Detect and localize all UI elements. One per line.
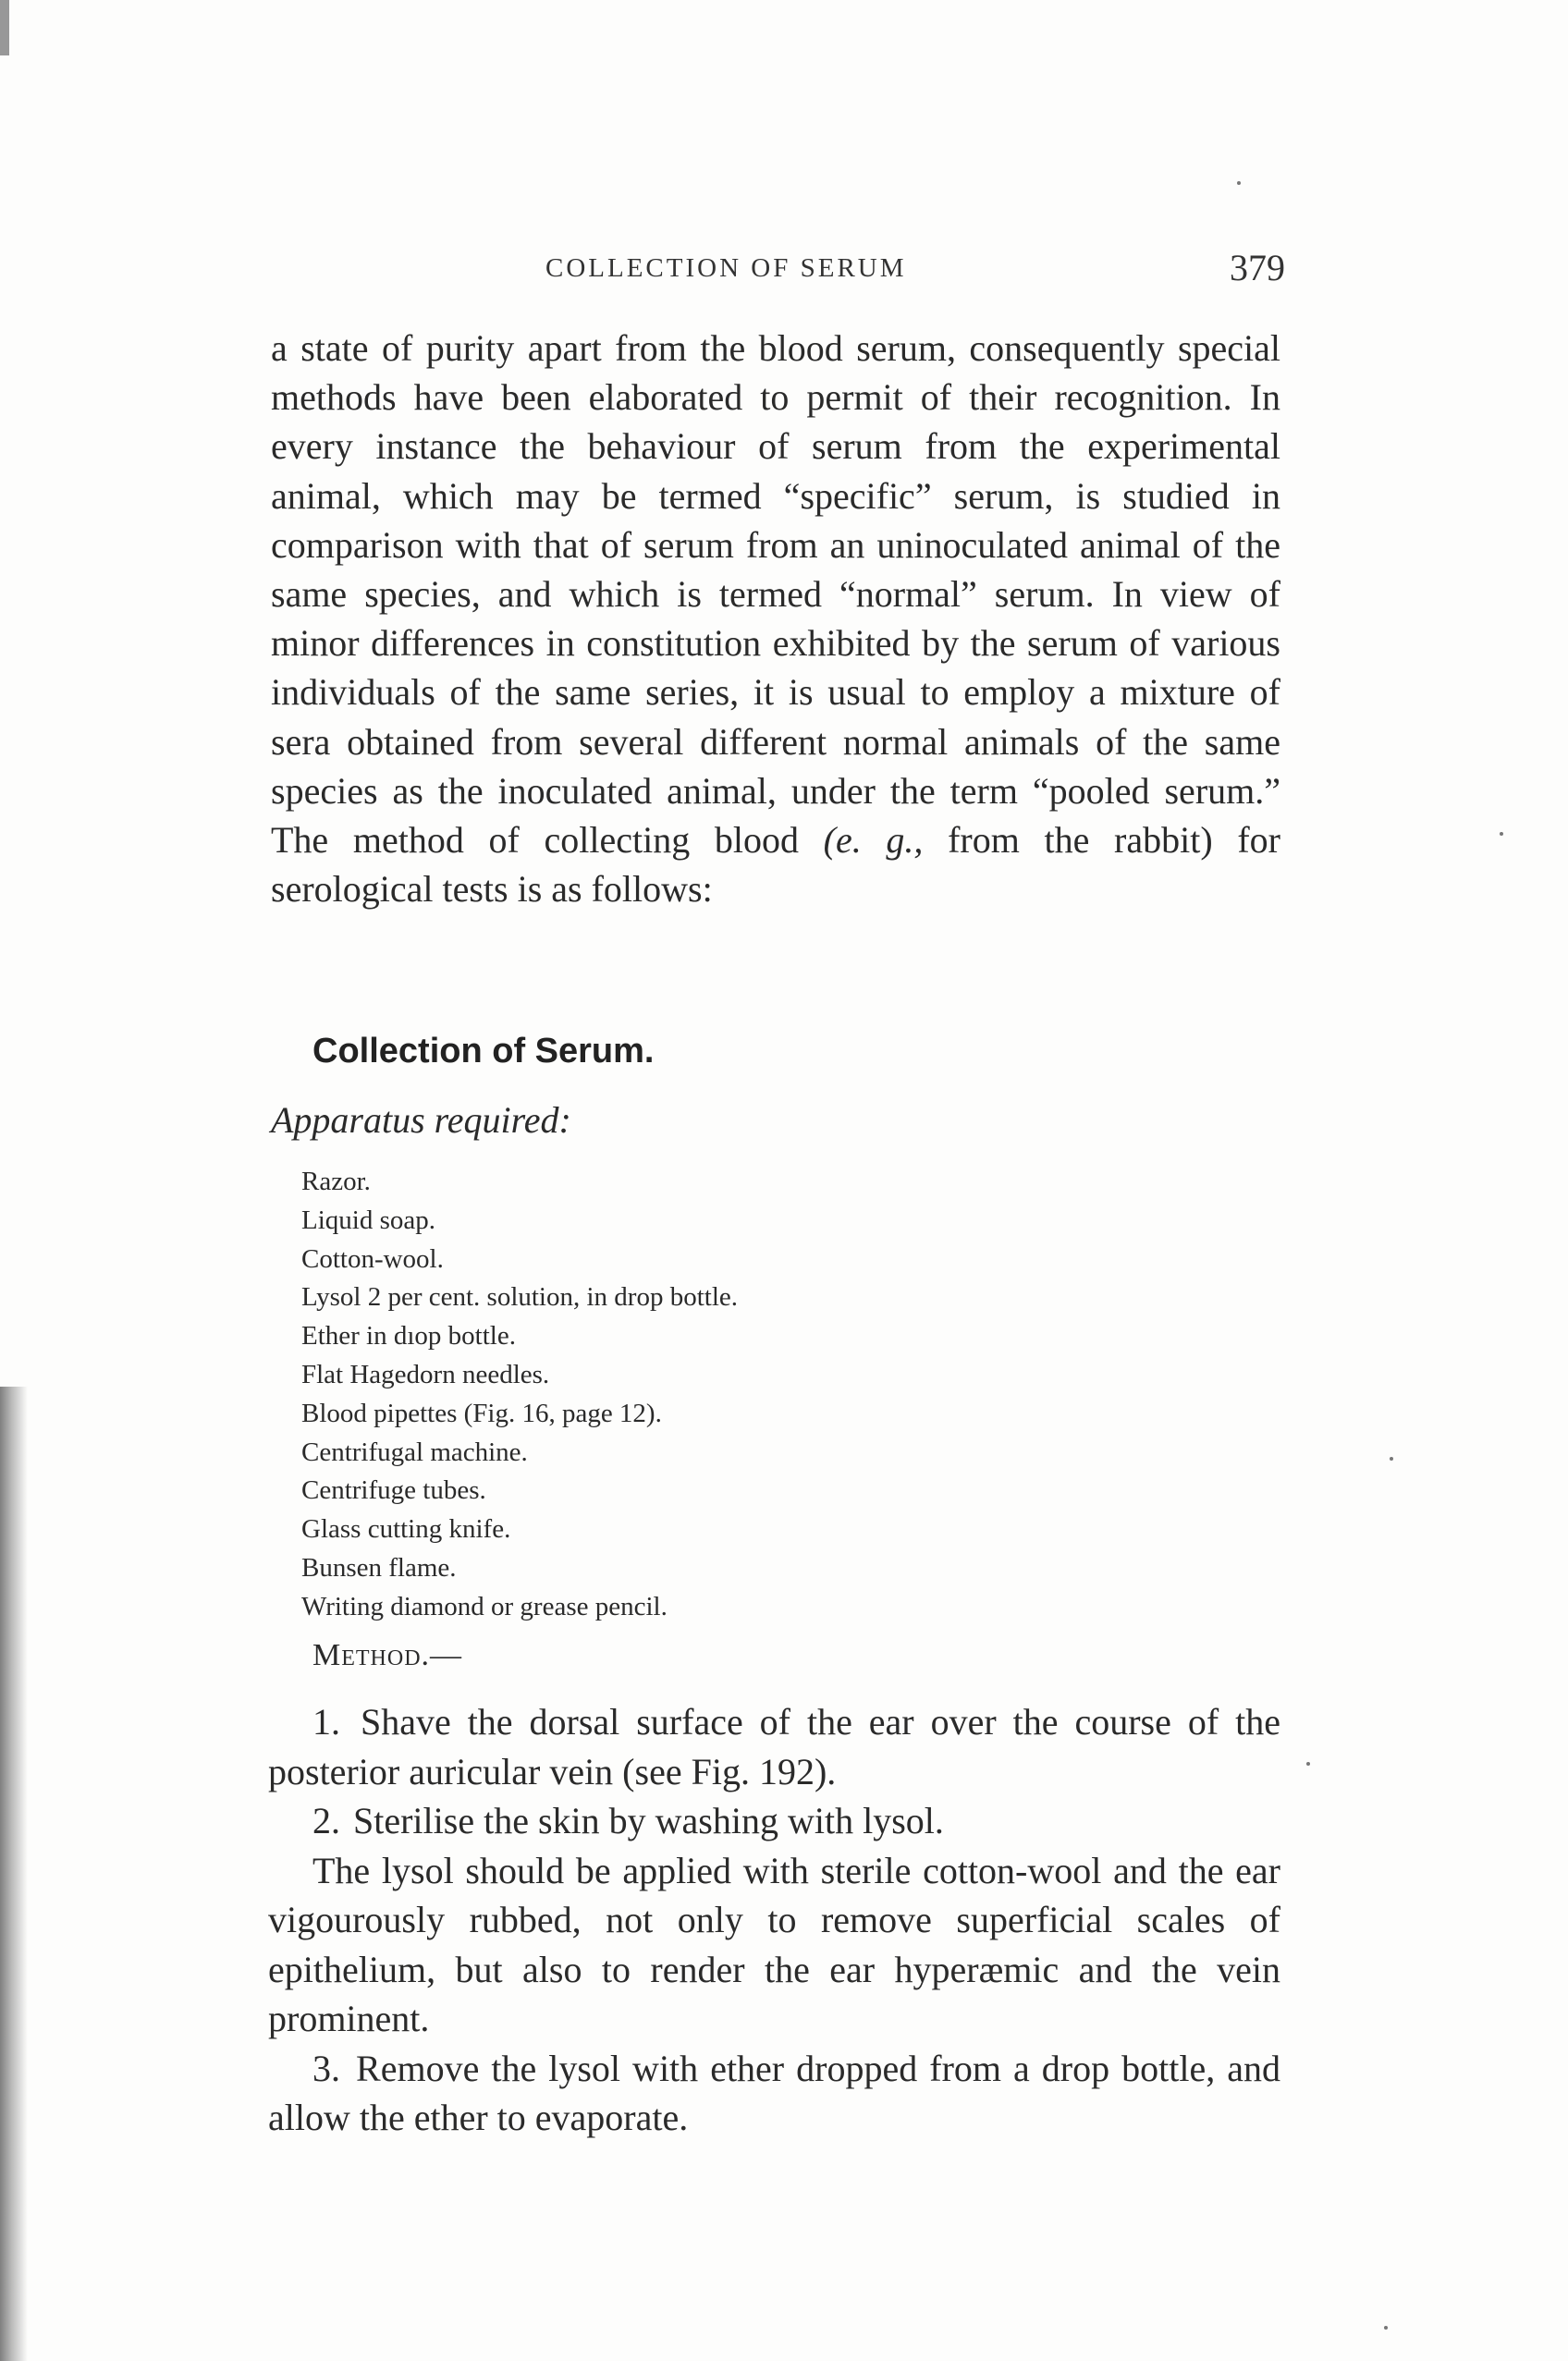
apparatus-item: Cotton-wool.: [301, 1243, 444, 1274]
step-text: Sterilise the skin by washing with lysol.: [353, 1800, 944, 1841]
step-number: 3.: [312, 2047, 340, 2089]
scan-shadow-left: [0, 1387, 28, 2361]
running-head: COLLECTION OF SERUM: [545, 253, 907, 283]
step-number: 2.: [312, 1800, 340, 1841]
apparatus-item: Blood pipettes (Fig. 16, page 12).: [301, 1398, 662, 1428]
step-number: 1.: [312, 1701, 340, 1743]
method-heading: Method.—: [312, 1638, 463, 1672]
apparatus-item: Glass cutting knife.: [301, 1514, 511, 1545]
apparatus-item: Writing diamond or grease pencil.: [301, 1591, 668, 1621]
method-step-1: [268, 1697, 1280, 1796]
apparatus-item: Centrifuge tubes.: [301, 1475, 486, 1506]
scan-speck: [1390, 1457, 1393, 1461]
intro-paragraph: [271, 324, 1280, 913]
apparatus-list: [301, 1163, 738, 1627]
apparatus-item: Liquid soap.: [301, 1205, 435, 1235]
intro-text-part1: a state of purity apart from the blood serum, consequently special methods have been elaborated to permit of their recognition. In every instance the behaviour of serum from the experimental animal, which may be termed “specific” serum, is studied in comparison with that of serum from an uninoculated animal of the same species, and which is termed “normal” serum. In view of minor differences in constitution exhibited by the serum of various individuals of the same series, it is usual to employ a mixture of sera obtained from several different normal animals of the same species as the inoculated animal, under the term “pooled serum.” The method of collecting blood: [271, 327, 1280, 862]
apparatus-heading: Apparatus required:: [271, 1099, 571, 1141]
apparatus-item: Razor.: [301, 1167, 371, 1196]
method-note: The lysol should be applied with sterile cotton-wool and the ear vigourously rubbed, not only to remove superficial scales of epithelium, but also to render the ear hyperæmic and the vein prominent.: [268, 1849, 1280, 2039]
method-steps: [268, 1697, 1280, 2143]
page-header: [268, 247, 1285, 307]
scan-speck: [1237, 181, 1241, 185]
scan-speck: [1500, 832, 1503, 836]
scan-shadow-top: [0, 0, 9, 55]
section-title: Collection of Serum.: [312, 1032, 655, 1070]
apparatus-item: Centrifugal machine.: [301, 1437, 528, 1467]
method-step-2: [268, 1796, 1280, 1846]
apparatus-item: Ether in dıop bottle.: [301, 1321, 516, 1352]
apparatus-item: Bunsen flame.: [301, 1552, 457, 1583]
page-number: 379: [1230, 247, 1285, 288]
intro-text-part2: from the rabbit) for serological tests is as follows:: [271, 819, 1280, 911]
step-text: Remove the lysol with ether dropped from a drop bottle, and allow the ether to evaporate.: [268, 2047, 1281, 2138]
apparatus-item: Flat Hagedorn needles.: [301, 1359, 550, 1389]
apparatus-item: Lysol 2 per cent. solution, in drop bottle.: [301, 1282, 739, 1313]
method-step-3: [268, 2044, 1280, 2143]
intro-eg: (e. g.,: [823, 819, 924, 862]
scan-speck: [1384, 2326, 1388, 2330]
step-text: Shave the dorsal surface of the ear over the course of the posterior auricular vein (see Fig. 192).: [268, 1701, 1280, 1792]
scan-speck: [1306, 1762, 1310, 1766]
